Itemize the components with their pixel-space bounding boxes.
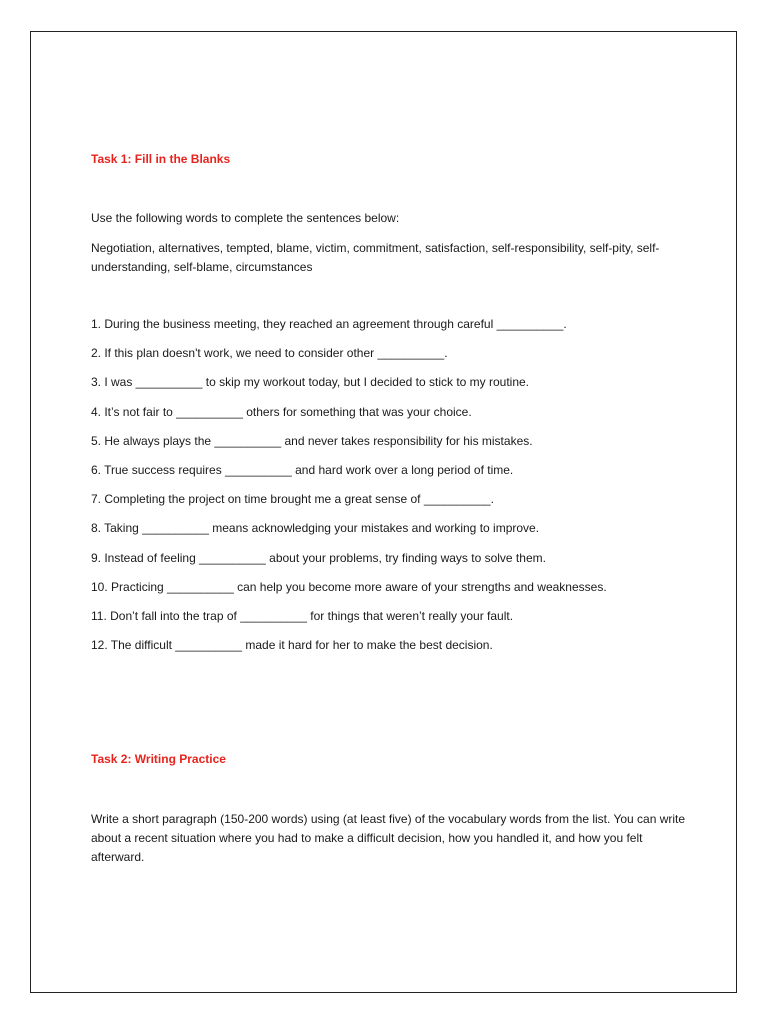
- sentence-item: 7. Completing the project on time brought me a great sense of __________.: [91, 492, 494, 507]
- writing-prompt: Write a short paragraph (150-200 words) using (at least five) of the vocabulary words from the list. You can write about a recent situation where you had to make a difficult decision, how you handled it, and how you felt afterward.: [91, 812, 686, 864]
- sentence-item: 12. The difficult __________ made it hard for her to make the best decision.: [91, 638, 493, 653]
- document-page: [30, 31, 737, 993]
- sentence-item: 5. He always plays the __________ and never takes responsibility for his mistakes.: [91, 433, 533, 448]
- sentence-list: [91, 315, 691, 665]
- sentence-item: 4. It’s not fair to __________ others for something that was your choice.: [91, 404, 472, 419]
- sentence-item: 6. True success requires __________ and hard work over a long period of time.: [91, 462, 514, 477]
- task1-heading: Task 1: Fill in the Blanks: [91, 152, 231, 166]
- sentence-item: 1. During the business meeting, they reached an agreement through careful __________.: [91, 317, 567, 331]
- sentence-item: 10. Practicing __________ can help you become more aware of your strengths and weaknesses.: [91, 579, 607, 594]
- task1-instruction: Use the following words to complete the sentences below:: [91, 211, 400, 225]
- sentence-item: 2. If this plan doesn't work, we need to consider other __________.: [91, 346, 448, 361]
- sentence-item: 11. Don’t fall into the trap of __________ for things that weren’t really your fault.: [91, 608, 514, 623]
- task2-heading: Task 2: Writing Practice: [91, 752, 226, 766]
- sentence-item: 9. Instead of feeling __________ about your problems, try finding ways to solve them.: [91, 550, 546, 565]
- sentence-item: 8. Taking __________ means acknowledging your mistakes and working to improve.: [91, 521, 540, 536]
- word-bank: Negotiation, alternatives, tempted, blame, victim, commitment, satisfaction, self-responsibility, self-pity, self-understanding, self-blame, circumstances: [91, 241, 660, 274]
- sentence-item: 3. I was __________ to skip my workout today, but I decided to stick to my routine.: [91, 375, 530, 390]
